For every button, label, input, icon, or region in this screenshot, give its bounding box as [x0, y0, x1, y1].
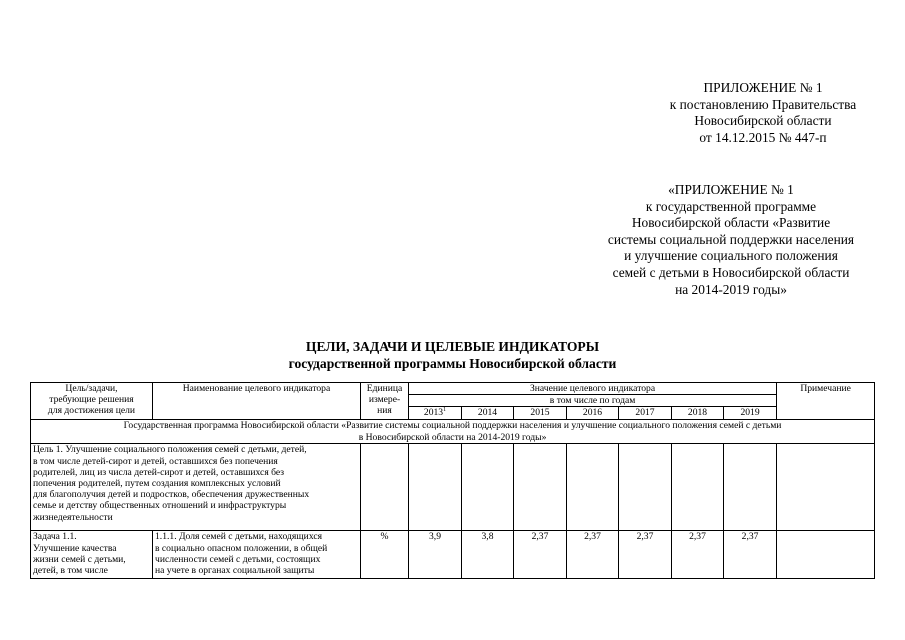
- appendix-header-line: от 14.12.2015 № 447-п: [699, 129, 827, 145]
- goal-text: в том числе детей-сирот и детей, оставшихся без попечения: [33, 455, 278, 467]
- goal-text: попечения родителей, путем создания комплексных условий: [33, 478, 281, 490]
- empty-cell: [619, 444, 672, 531]
- value-cell: 3,8: [462, 531, 514, 579]
- header-text: Цель/задачи,: [65, 383, 118, 394]
- value-cell: 2,37: [724, 531, 777, 579]
- document-title-line: государственной программы Новосибирской области: [288, 355, 617, 371]
- value-cell: 2,37: [672, 531, 724, 579]
- value-cell: 2,37: [567, 531, 619, 579]
- value-cell: 2,37: [514, 531, 567, 579]
- indicator-text: 1.1.1. Доля семей с детьми, находящихся: [155, 531, 323, 543]
- indicators-table: [30, 382, 875, 579]
- program-appendix-header: [566, 182, 896, 298]
- empty-cell: [672, 444, 724, 531]
- header-by-years: в том числе по годам: [409, 395, 777, 407]
- appendix-header: [598, 80, 905, 146]
- header-text: для достижения цели: [47, 405, 136, 417]
- program-row-text: в Новосибирской области на 2014-2019 годы»: [358, 431, 547, 443]
- empty-cell: [514, 444, 567, 531]
- task-text: детей, в том числе: [33, 565, 108, 577]
- goal-text: семье и детству общественных отношений и инфраструктуры: [33, 500, 287, 512]
- goal-text: Цель 1. Улучшение социального положения семей с детьми, детей,: [33, 444, 307, 456]
- header-year: 2016: [567, 407, 619, 420]
- appendix-header-line: ПРИЛОЖЕНИЕ № 1: [703, 80, 823, 95]
- goal-text: жизнедеятельности: [33, 511, 113, 523]
- header-indicator-name: Наименование целевого индикатора: [153, 383, 361, 420]
- header-unit: [361, 383, 409, 420]
- header-text: Единица: [366, 383, 403, 394]
- program-appendix-line: системы социальной поддержки населения: [607, 231, 855, 247]
- program-appendix-line: и улучшение социального положения: [624, 248, 838, 264]
- note-cell: [777, 531, 875, 579]
- indicator-text: на учете в органах социальной защиты: [155, 565, 315, 577]
- program-row: [31, 420, 875, 444]
- task-cell: [31, 531, 153, 579]
- empty-cell: [409, 444, 462, 531]
- indicator-cell: [153, 531, 361, 579]
- empty-cell: [724, 444, 777, 531]
- header-year: 2018: [672, 407, 724, 420]
- program-appendix-line: на 2014-2019 годы»: [675, 281, 787, 297]
- header-year: 2017: [619, 407, 672, 420]
- header-note: Примечание: [777, 383, 875, 420]
- task-text: Задача 1.1.: [33, 531, 77, 543]
- indicator-text: численности семей с детьми, состоящих: [155, 553, 321, 565]
- header-text: требующие решения: [49, 394, 134, 406]
- header-text: ния: [377, 405, 392, 417]
- program-row-text: Государственная программа Новосибирской области «Развитие системы социальной поддержки населения и улучшение социального положения семей с детьми: [123, 420, 782, 432]
- goal-row: [31, 444, 361, 531]
- indicator-text: в социально опасном положении, в общей: [155, 542, 328, 554]
- header-goal-tasks: [31, 383, 153, 420]
- empty-cell: [361, 444, 409, 531]
- header-year: 2014: [462, 407, 514, 420]
- footnote-mark: 1: [443, 407, 447, 414]
- task-text: жизни семей с детьми,: [33, 553, 126, 565]
- program-appendix-line: к государственной программе: [645, 198, 817, 214]
- program-appendix-line: семей с детьми в Новосибирской области: [612, 264, 850, 280]
- value-cell: 2,37: [619, 531, 672, 579]
- document-title-line: ЦЕЛИ, ЗАДАЧИ И ЦЕЛЕВЫЕ ИНДИКАТОРЫ: [305, 339, 600, 354]
- program-appendix-line: «ПРИЛОЖЕНИЕ № 1: [668, 182, 794, 197]
- empty-cell: [567, 444, 619, 531]
- appendix-header-line: к постановлению Правительства: [669, 96, 857, 112]
- value-cell: 3,9: [409, 531, 462, 579]
- task-text: Улучшение качества: [33, 542, 117, 554]
- goal-text: для благополучия детей и подростков, обеспечения дружественных: [33, 489, 310, 501]
- empty-cell: [777, 444, 875, 531]
- program-appendix-line: Новосибирской области «Развитие: [631, 215, 831, 231]
- document-title: [0, 339, 905, 372]
- header-year: 2019: [724, 407, 777, 420]
- header-text: измере-: [368, 394, 401, 406]
- unit-cell: %: [361, 531, 409, 579]
- year-label: 2013: [423, 407, 444, 419]
- header-year-2013: [409, 407, 462, 420]
- goal-text: родителей, лиц из числа детей-сирот и детей, оставшихся без: [33, 466, 285, 478]
- empty-cell: [462, 444, 514, 531]
- header-indicator-value: Значение целевого индикатора: [409, 383, 777, 395]
- header-year: 2015: [514, 407, 567, 420]
- appendix-header-line: Новосибирской области: [694, 113, 832, 129]
